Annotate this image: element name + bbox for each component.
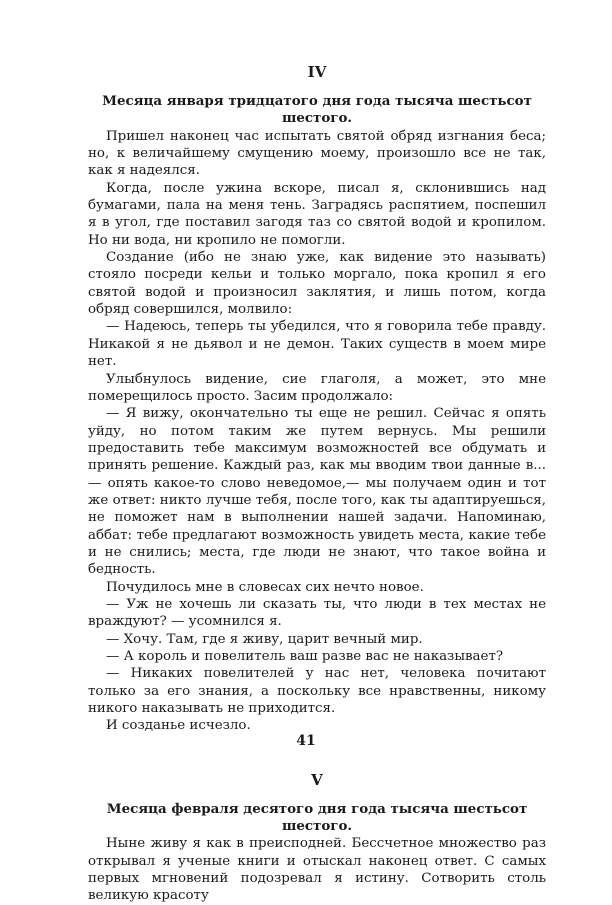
diary-entry-date-heading: Месяца февраля десятого дня года тысяча шестьсот шестого. bbox=[106, 800, 528, 835]
paragraph: — Я вижу, окончательно ты еще не решил. Сейчас я опять уйду, но потом таким же путем вернусь. Мы решили предоставить тебе максимум возможностей все обдумать и принять решение. Каждый раз, как мы вводим твои данные в...— опять какое-то слово неведомое,— мы получаем один и тот же ответ: никто лучше тебя, после того, как ты адаптируешься, не поможет нам в выполнении нашей задачи. Напоминаю, аббат: тебе предлагают возможность увидеть места, какие тебе и не снились; места, где люди не знают, что такое война и бедность. bbox=[88, 406, 546, 578]
paragraph: — Никаких повелителей у нас нет, человека почитают только за его знания, а поскольку все нравственны, никому никого наказывать не приходится. bbox=[88, 666, 546, 717]
book-page bbox=[88, 0, 546, 905]
paragraph: — А король и повелитель ваш разве вас не наказывает? bbox=[106, 649, 504, 664]
page-number: 41 bbox=[296, 733, 316, 749]
paragraph: И созданье исчезло. bbox=[106, 718, 251, 734]
paragraph: Улыбнулось видение, сие глаголя, а может, это мне померещилось просто. Засим продолжало: bbox=[88, 371, 546, 404]
section-number: V bbox=[311, 770, 323, 789]
paragraph: — Хочу. Там, где я живу, царит вечный мир. bbox=[106, 631, 423, 647]
paragraph: Ныне живу я как в преисподней. Бессчетное множество раз открывал я ученые книги и отыскал наконец ответ. С самых первых мгновений подозревал я истину. Сотворить столь великую красоту bbox=[88, 836, 546, 904]
paragraph: Когда, после ужина вскоре, писал я, склонившись над бумагами, пала на меня тень. Заградясь распятием, поспешил я в угол, где поставил загодя таз со святой водой и кропилом. Но ни вода, ни кропило не помогли. bbox=[88, 180, 546, 248]
section-number: IV bbox=[307, 63, 327, 81]
paragraph: Пришел наконец час испытать святой обряд изгнания беса; но, к величайшему смущению моему, произошло все не так, как я надеялся. bbox=[88, 128, 546, 179]
paragraph: — Надеюсь, теперь ты убедился, что я говорила тебе правду. Никакой я не дьявол и не демон. Таких существ в моем мире нет. bbox=[88, 319, 546, 370]
paragraph: — Уж не хочешь ли сказать ты, что люди в тех местах не враждуют? — усомнился я. bbox=[88, 596, 546, 630]
paragraph: Почудилось мне в словесах сих нечто новое. bbox=[106, 579, 424, 595]
diary-entry-date-heading: Месяца января тридцатого дня года тысяча шестьсот шестого. bbox=[102, 93, 532, 127]
paragraph: Создание (ибо не знаю уже, как видение это называть) стояло посреди кельи и только моргало, пока кропил я его святой водой и произносил заклятия, и лишь потом, когда обряд совершился, молвило: bbox=[88, 250, 546, 318]
